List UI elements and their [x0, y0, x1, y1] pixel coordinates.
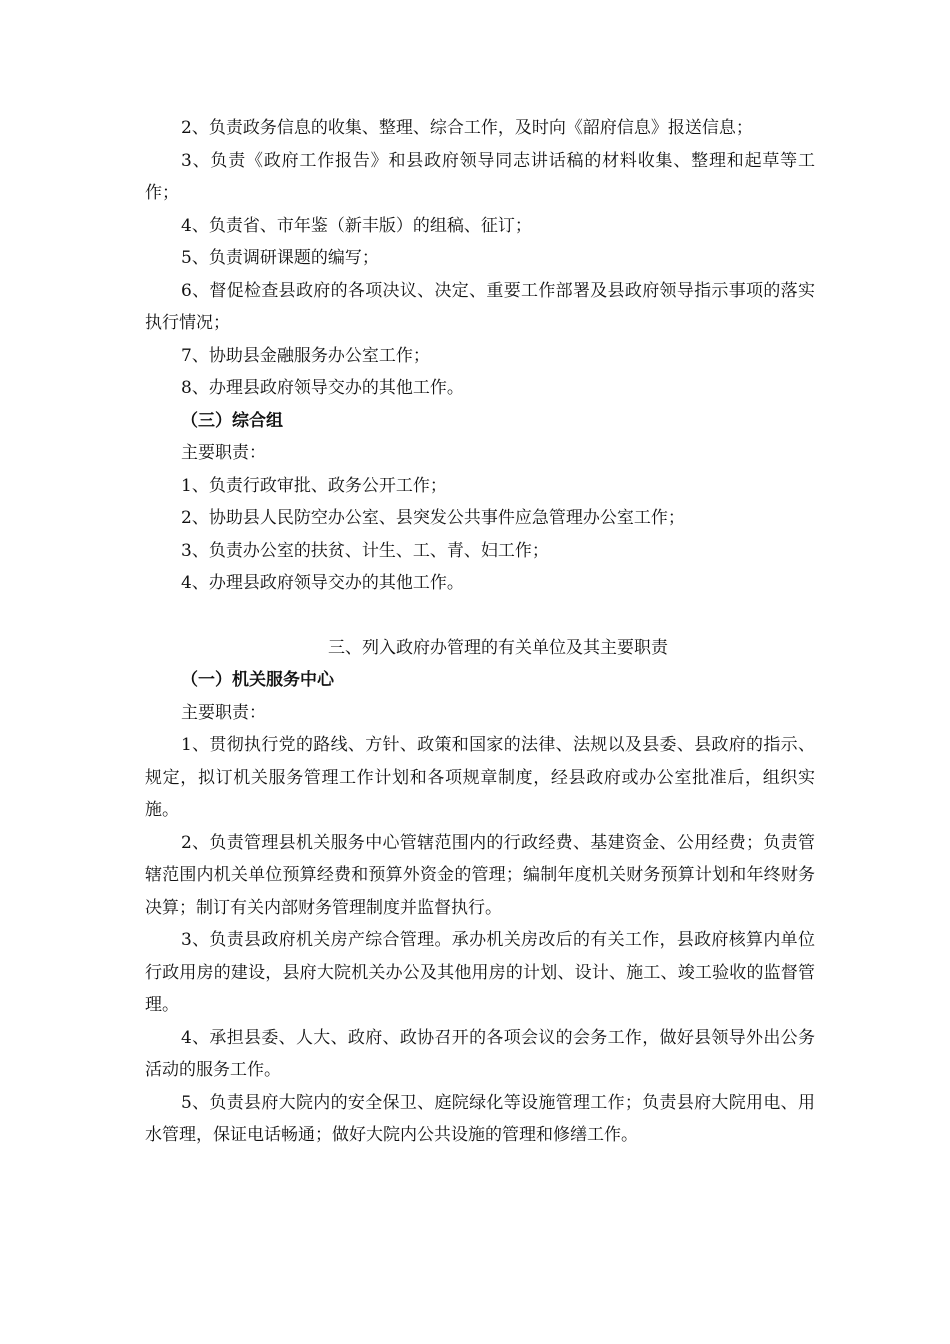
paragraph: 3、负责县政府机关房产综合管理。承办机关房改后的有关工作，县政府核算内单位行政用房的建设，县府大院机关办公及其他用房的计划、设计、施工、竣工验收的监督管理。 — [145, 930, 815, 1015]
paragraph: 6、督促检查县政府的各项决议、决定、重要工作部署及县政府领导指示事项的落实执行情况； — [145, 280, 815, 333]
paragraph: 8、办理县政府领导交办的其他工作。 — [181, 378, 464, 398]
paragraph: 7、协助县金融服务办公室工作； — [181, 345, 430, 366]
paragraph: 4、承担县委、人大、政府、政协召开的各项会议的会务工作，做好县领导外出公务活动的服务工作。 — [145, 1027, 815, 1080]
paragraph: 5、负责县府大院内的安全保卫、庭院绿化等设施管理工作；负责县府大院用电、用水管理，保证电话畅通；做好大院内公共设施的管理和修缮工作。 — [145, 1092, 815, 1145]
paragraph: 4、负责省、市年鉴（新丰版）的组稿、征订； — [181, 215, 532, 236]
duties-label: 主要职责： — [181, 702, 266, 723]
paragraph: 2、负责管理县机关服务中心管辖范围内的行政经费、基建资金、公用经费；负责管辖范围内机关单位预算经费和预算外资金的管理；编制年度机关财务预算计划和年终财务决算；制订有关内部财务管理制度并监督执行。 — [145, 832, 815, 918]
section-heading: （三）综合组 — [181, 410, 283, 431]
duties-label: 主要职责： — [181, 443, 266, 463]
document-body — [145, 112, 815, 1152]
paragraph: 2、负责政务信息的收集、整理、综合工作，及时向《韶府信息》报送信息； — [181, 118, 753, 138]
section-title: 三、列入政府办管理的有关单位及其主要职责 — [328, 637, 668, 658]
paragraph: 1、贯彻执行党的路线、方针、政策和国家的法律、法规以及县委、县政府的指示、规定，拟订机关服务管理工作计划和各项规章制度，经县政府或办公室批准后，组织实施。 — [145, 735, 815, 820]
paragraph: 5、负责调研课题的编写； — [181, 248, 379, 268]
paragraph: 2、协助县人民防空办公室、县突发公共事件应急管理办公室工作； — [181, 508, 685, 528]
paragraph: 3、负责《政府工作报告》和县政府领导同志讲话稿的材料收集、整理和起草等工作； — [145, 150, 815, 203]
paragraph: 3、负责办公室的扶贫、计生、工、青、妇工作； — [181, 540, 549, 561]
paragraph: 4、办理县政府领导交办的其他工作。 — [181, 573, 464, 593]
section-heading: （一）机关服务中心 — [181, 670, 334, 690]
paragraph: 1、负责行政审批、政务公开工作； — [181, 475, 447, 496]
